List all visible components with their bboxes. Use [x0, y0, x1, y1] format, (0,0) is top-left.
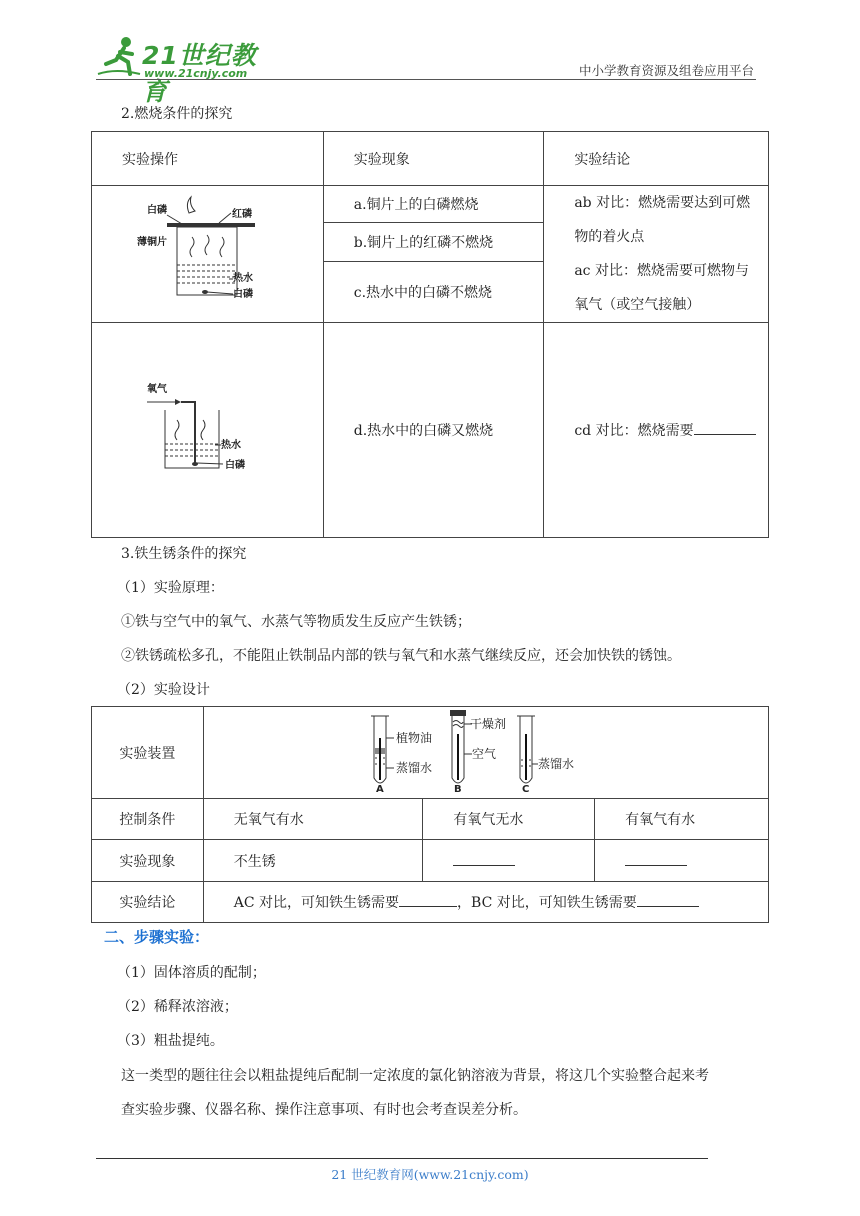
answer-blank-cd[interactable]: [694, 420, 756, 435]
rust-label-7: C: [521, 783, 530, 794]
rust-label-2: 干燥剂: [469, 716, 506, 731]
section-2-title: 2.燃烧条件的探究: [121, 106, 233, 122]
conclusion-cd-text: cd 对比：燃烧需要: [574, 423, 694, 439]
section-two-heading: 二、步骤实验：: [104, 928, 210, 946]
diagram1-label-1: 红磷: [232, 208, 253, 220]
rust-label-3: 空气: [471, 746, 496, 761]
rust-table: [91, 706, 769, 923]
answer-blank-b[interactable]: [453, 851, 515, 866]
rust-diagram-cell: [203, 707, 768, 799]
step-item-1: （1）固体溶质的配制；: [117, 965, 266, 981]
header-divider: [96, 79, 756, 80]
paragraph-line-1: 这一类型的题往往会以粗盐提纯后配制一定浓度的氯化钠溶液为背景，将这几个实验整合起来考: [121, 1068, 709, 1084]
phenomenon-c: c.热水中的白磷不燃烧: [323, 261, 544, 322]
step-item-2: （2）稀释浓溶液；: [117, 999, 238, 1015]
row-label-conclusion: 实验结论: [92, 882, 204, 923]
header-conclusion: 实验结论: [544, 132, 769, 186]
test-tubes-diagram: [366, 708, 606, 794]
answer-blank-c[interactable]: [625, 851, 687, 866]
rust-label-5: A: [375, 783, 384, 794]
diagram1-label-0: 白磷: [147, 204, 168, 216]
footer-divider: [96, 1158, 708, 1159]
condition-b: 有氧气无水: [423, 799, 595, 840]
answer-blank-bc[interactable]: [637, 892, 699, 907]
principle-1: ①铁与空气中的氧气、水蒸气等物质发生反应产生铁锈；: [121, 614, 471, 630]
phenomenon-tube-b-cell: [423, 840, 595, 882]
principle-2: ②铁锈疏松多孔，不能阻止铁制品内部的铁与氧气和水蒸气继续反应，还会加快铁的锈蚀。: [121, 648, 681, 664]
rust-label-1: 蒸馏水: [395, 760, 432, 775]
combustion-table: [91, 131, 769, 538]
site-logo: [96, 34, 271, 106]
conclusion-line-3: ac 对比：燃烧需要可燃物与: [574, 263, 749, 279]
design-title: （2）实验设计: [117, 682, 210, 698]
rust-conclusion-part1: AC 对比，可知铁生锈需要: [233, 895, 400, 911]
footer-text[interactable]: 21 世纪教育网(www.21cnjy.com): [331, 1167, 529, 1182]
diagram2-label-0: 氧气: [147, 384, 168, 395]
conclusion-ab-ac: [544, 186, 769, 323]
header-phenomenon: 实验现象: [323, 132, 544, 186]
conclusion-line-4: 氧气（或空气接触）: [574, 297, 701, 313]
rust-label-0: 植物油: [395, 730, 432, 745]
phenomenon-a: a.铜片上的白磷燃烧: [323, 186, 544, 223]
step-item-3: （3）粗盐提纯。: [117, 1033, 224, 1049]
conclusion-cd: [544, 323, 769, 538]
diagram1-label-4: 白磷: [233, 288, 254, 300]
logo-text: 21世纪教育: [142, 41, 257, 106]
diagram2-label-1: 热水: [221, 440, 242, 451]
answer-blank-ac[interactable]: [399, 892, 457, 907]
condition-c: 有氧气有水: [595, 799, 769, 840]
conclusion-line-1: ab 对比：燃烧需要达到可燃: [574, 195, 751, 211]
principle-title: （1）实验原理：: [117, 580, 224, 596]
paragraph-line-2: 查实验步骤、仪器名称、操作注意事项、有时也会考查误差分析。: [121, 1102, 527, 1118]
diagram-cell-1: [92, 186, 324, 323]
condition-a: 无氧气有水: [203, 799, 423, 840]
rust-label-4: 蒸馏水: [537, 756, 574, 771]
phenomenon-b: b.铜片上的红磷不燃烧: [323, 223, 544, 261]
phenomenon-d: d.热水中的白磷又燃烧: [323, 323, 544, 538]
header-operation: 实验操作: [92, 132, 324, 186]
logo-url: www.21cnjy.com: [144, 67, 248, 80]
row-label-device: 实验装置: [92, 707, 204, 799]
beaker-oxygen-diagram: [137, 370, 277, 480]
row-label-phenomenon: 实验现象: [92, 840, 204, 882]
conclusion-line-2: 物的着火点: [574, 229, 645, 245]
rust-label-6: B: [453, 783, 462, 794]
header-platform-name: 中小学教育资源及组卷应用平台: [578, 63, 754, 78]
diagram1-label-2: 薄铜片: [137, 236, 168, 248]
rust-conclusion-part2: ，BC 对比，可知铁生锈需要: [457, 895, 637, 911]
section-3-title: 3.铁生锈条件的探究: [121, 546, 247, 562]
row-label-condition: 控制条件: [92, 799, 204, 840]
phenomenon-tube-c-cell: [595, 840, 769, 882]
rust-conclusion-cell: [203, 882, 768, 923]
phenomenon-tube-a: 不生锈: [203, 840, 423, 882]
diagram2-label-2: 白磷: [225, 460, 246, 471]
beaker-copper-sheet-diagram: [137, 195, 277, 310]
diagram-cell-2: [92, 323, 324, 538]
runner-logo-icon: [96, 34, 142, 80]
diagram1-label-3: 热水: [233, 272, 254, 284]
